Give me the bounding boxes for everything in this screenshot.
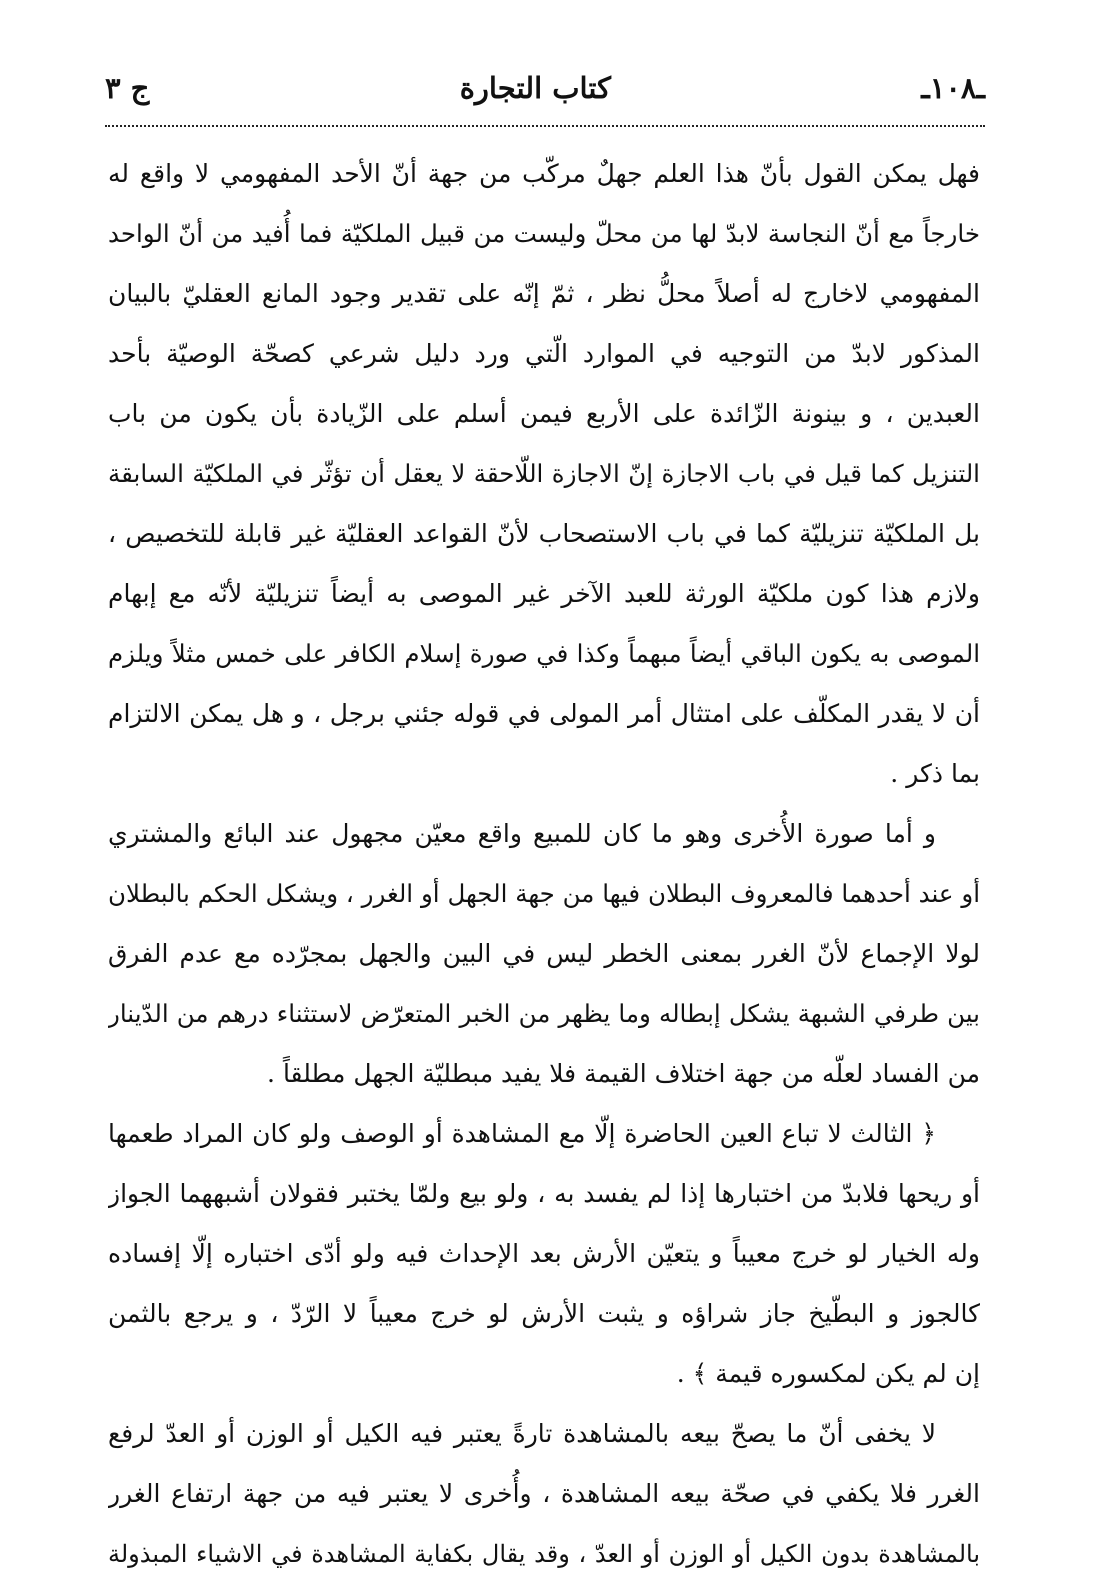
paragraph-3	[108, 1108, 980, 1408]
text-line: أو عند أحدهما فالمعروف البطلان فيها من جهة الجهل أو الغرر ، ويشكل الحكم بالبطلان	[108, 879, 980, 908]
volume-label: ج ٣	[105, 71, 150, 105]
text-line: أن لا يقدر المكلّف على امتثال أمر المولى في قوله جئني برجل ، و هل يمكن الالتزام	[108, 699, 980, 728]
text-line: بما ذكر .	[890, 759, 980, 788]
text-line: ﴿ الثالث لا تباع العين الحاضرة إلّا مع المشاهدة أو الوصف ولو كان المراد طعمها	[108, 1119, 936, 1148]
text-line: من الفساد لعلّه من جهة اختلاف القيمة فلا يفيد مبطليّة الجهل مطلقاً .	[267, 1059, 980, 1088]
text-line: فهل يمكن القول بأنّ هذا العلم جهلٌ مركّب من جهة أنّ الأحد المفهومي لا واقع له	[108, 159, 980, 188]
text-line: لولا الإجماع لأنّ الغرر بمعنى الخطر ليس في البين والجهل بمجرّده مع عدم الفرق	[108, 939, 980, 968]
book-title: كتاب التجارة	[459, 71, 611, 105]
text-line: و أما صورة الأُخرى وهو ما كان للمبيع واقع معيّن مجهول عند البائع والمشتري	[108, 819, 936, 848]
paragraph-2	[108, 808, 980, 1108]
text-line: إن لم يكن لمكسوره قيمة ﴾ .	[676, 1359, 980, 1388]
text-line: ولازم هذا كون ملكيّة الورثة للعبد الآخر غير الموصى به أيضاً تنزيليّة لأنّه مع إبهام	[108, 579, 980, 608]
header-divider	[105, 125, 985, 127]
text-line: الموصى به يكون الباقي أيضاً مبهماً وكذا في صورة إسلام الكافر على خمس مثلاً ويلزم	[108, 639, 980, 668]
text-line: المفهومي لاخارج له أصلاً محلُّ نظر ، ثمّ إنّه على تقدير وجود المانع العقليّ بالبيان	[108, 279, 980, 308]
text-line: وله الخيار لو خرج معيباً و يتعيّن الأرش بعد الإحداث فيه ولو أدّى اختباره إلّا إفساده	[108, 1239, 980, 1268]
text-line: العبدين ، و بينونة الزّائدة على الأربع فيمن أسلم على الزّيادة بأن يكون من باب	[108, 399, 980, 428]
page-header	[105, 62, 985, 114]
text-line: بالمشاهدة بدون الكيل أو الوزن أو العدّ ، وقد يقال بكفاية المشاهدة في الاشياء المبذولة	[108, 1540, 980, 1568]
text-line: الغرر فلا يكفي في صحّة بيعه المشاهدة ، وأُخرى لا يعتبر فيه من جهة ارتفاع الغرر	[108, 1479, 980, 1508]
text-line: لا يخفى أنّ ما يصحّ بيعه بالمشاهدة تارةً يعتبر فيه الكيل أو الوزن أو العدّ لرفع	[108, 1419, 936, 1448]
paragraph-1	[108, 148, 980, 808]
text-line: بين طرفي الشبهة يشكل إبطاله وما يظهر من الخبر المتعرّض لاستثناء درهم من الدّينار	[108, 999, 980, 1028]
text-line: التنزيل كما قيل في باب الاجازة إنّ الاجازة اللّاحقة لا يعقل أن تؤثّر في الملكيّة السابقة	[108, 459, 980, 488]
page-number: ـ١٠٨ـ	[921, 71, 985, 105]
paragraph-4	[108, 1408, 980, 1588]
text-line: المذكور لابدّ من التوجيه في الموارد الّتي ورد دليل شرعي كصحّة الوصيّة بأحد	[108, 339, 980, 368]
text-line: خارجاً مع أنّ النجاسة لابدّ لها من محلّ وليست من قبيل الملكيّة فما أُفيد من أنّ الواحد	[108, 219, 980, 248]
text-line: أو ريحها فلابدّ من اختبارها إذا لم يفسد به ، ولو بيع ولمّا يختبر فقولان أشبههما الجواز	[108, 1179, 980, 1208]
text-line: كالجوز و البطّيخ جاز شراؤه و يثبت الأرش لو خرج معيباً لا الرّدّ ، و يرجع بالثمن	[108, 1299, 980, 1328]
text-line: بل الملكيّة تنزيليّة كما في باب الاستصحاب لأنّ القواعد العقليّة غير قابلة للتخصيص ،	[108, 519, 980, 548]
body-text	[108, 148, 980, 1588]
